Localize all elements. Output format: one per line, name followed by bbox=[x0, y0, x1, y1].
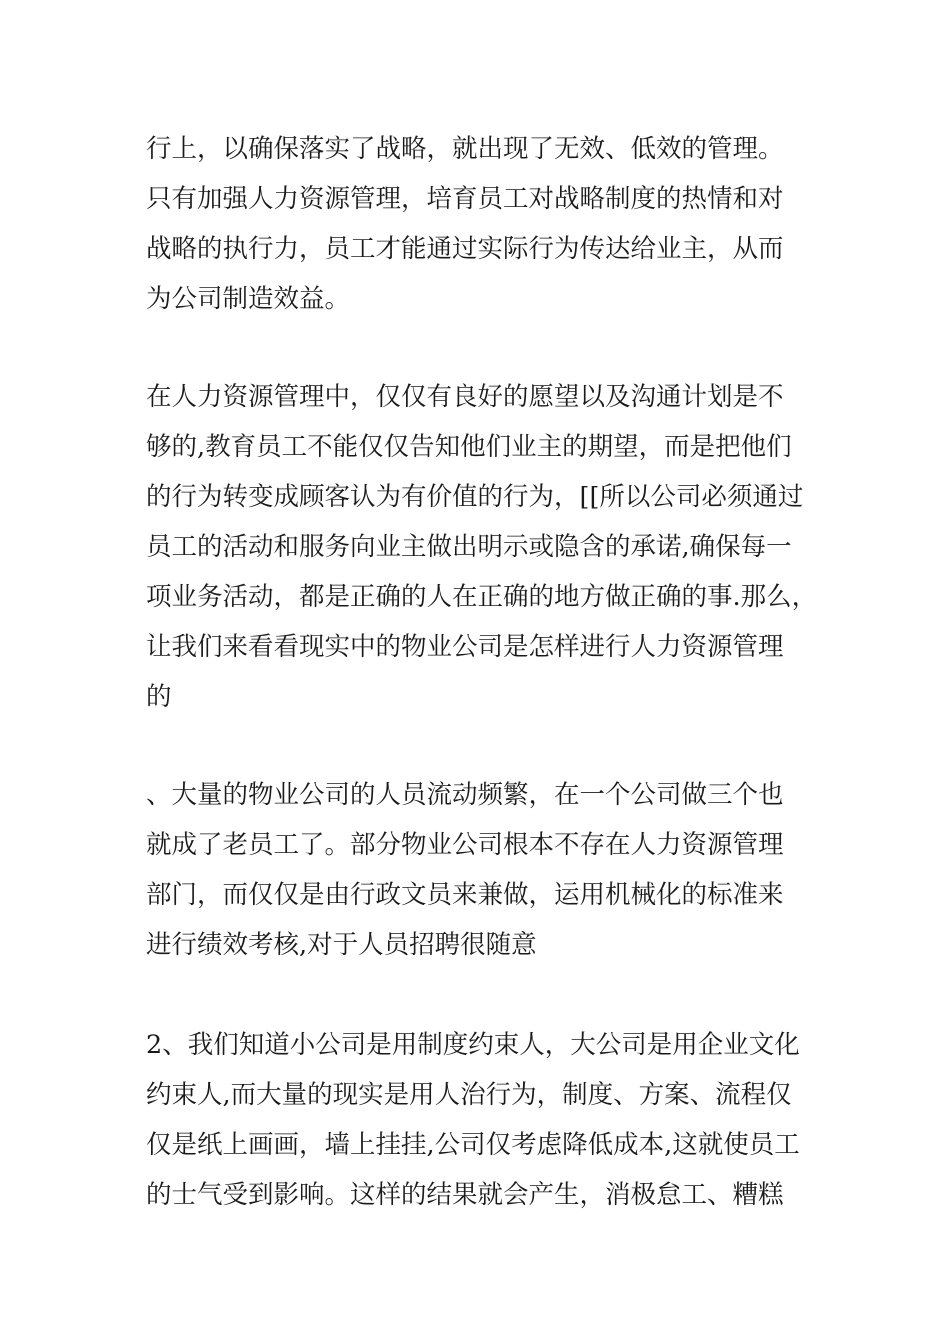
text-line: 让我们来看看现实中的物业公司是怎样进行人力资源管理 bbox=[146, 632, 784, 662]
text-line: 员工的活动和服务向业主做出明示或隐含的承诺,确保每一 bbox=[146, 532, 792, 562]
text-line: 为公司制造效益。 bbox=[146, 284, 351, 314]
text-line: 的行为转变成顾客认为有价值的行为，[[所以公司必须通过 bbox=[146, 482, 804, 512]
paragraph-1 bbox=[146, 124, 826, 324]
paragraph-3 bbox=[146, 770, 826, 970]
text-line: 够的,教育员工不能仅仅告知他们业主的期望，而是把他们 bbox=[146, 432, 792, 462]
paragraph-2 bbox=[146, 372, 826, 722]
text-line: 战略的执行力，员工才能通过实际行为传达给业主，从而 bbox=[146, 234, 784, 264]
text-line: 约束人,而大量的现实是用人治行为，制度、方案、流程仅 bbox=[146, 1080, 792, 1110]
text-line: 项业务活动，都是正确的人在正确的地方做正确的事.那么， bbox=[146, 582, 818, 612]
text-line: 行上，以确保落实了战略，就出现了无效、低效的管理。 bbox=[146, 134, 784, 164]
text-line: 的 bbox=[146, 682, 172, 712]
text-line: 仅是纸上画画，墙上挂挂,公司仅考虑降低成本,这就使员工 bbox=[146, 1130, 800, 1160]
text-line: 的士气受到影响。这样的结果就会产生，消极怠工、糟糕 bbox=[146, 1180, 784, 1210]
text-line: 只有加强人力资源管理，培育员工对战略制度的热情和对 bbox=[146, 184, 784, 214]
text-line: 在人力资源管理中，仅仅有良好的愿望以及沟通计划是不 bbox=[146, 382, 784, 412]
text-line: 进行绩效考核,对于人员招聘很随意 bbox=[146, 930, 537, 960]
text-line: 部门，而仅仅是由行政文员来兼做，运用机械化的标准来 bbox=[146, 880, 784, 910]
text-line: 2、我们知道小公司是用制度约束人，大公司是用企业文化 bbox=[146, 1030, 800, 1060]
paragraph-4 bbox=[146, 1020, 826, 1220]
text-line: 、大量的物业公司的人员流动频繁，在一个公司做三个也 bbox=[146, 780, 784, 810]
text-line: 就成了老员工了。部分物业公司根本不存在人力资源管理 bbox=[146, 830, 784, 860]
